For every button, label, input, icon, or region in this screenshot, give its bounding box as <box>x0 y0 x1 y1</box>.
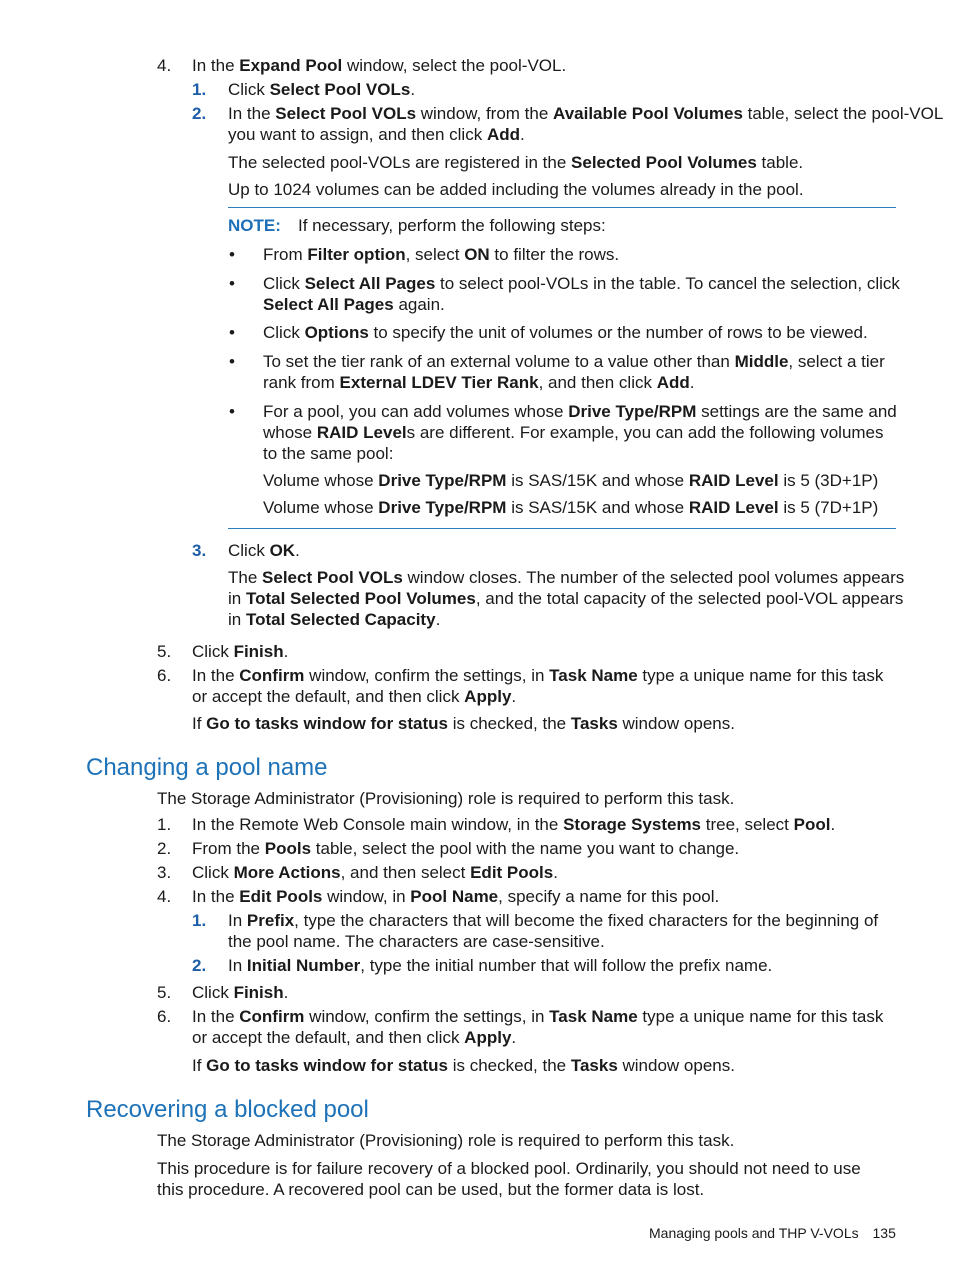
paragraph: The selected pool-VOLs are registered in the Selected Pool Volumes table. <box>228 153 804 172</box>
step-text: In the Expand Pool window, select the pool-VOL. <box>192 56 567 75</box>
note-intro: If necessary, perform the following steps: <box>298 216 606 235</box>
paragraph: If Go to tasks window for status is checked, the Tasks window opens. <box>192 1056 735 1075</box>
substep-number: 1. <box>192 911 207 930</box>
substep-text-line: you want to assign, and then click Add. <box>228 125 525 144</box>
paragraph: The Storage Administrator (Provisioning) role is required to perform this task. <box>157 789 735 808</box>
step-number: 3. <box>157 863 172 882</box>
bullet: • <box>229 245 235 264</box>
note-item: From Filter option, select ON to filter the rows. <box>263 245 620 264</box>
note-item-cont: rank from External LDEV Tier Rank, and then click Add. <box>263 373 695 392</box>
page-footer <box>649 1223 896 1244</box>
substep-number: 2. <box>192 104 207 123</box>
substep-text-line: the pool name. The characters are case-sensitive. <box>228 932 605 951</box>
step-text-line: In the Confirm window, confirm the settings, in Task Name type a unique name for this task <box>192 1007 884 1026</box>
paragraph: If Go to tasks window for status is checked, the Tasks window opens. <box>192 714 735 733</box>
note-top-rule <box>228 207 896 208</box>
step-number: 4. <box>157 56 172 75</box>
paragraph-line: This procedure is for failure recovery of a blocked pool. Ordinarily, you should not need to use <box>157 1159 861 1178</box>
section-heading: Changing a pool name <box>86 754 328 781</box>
note-item-cont: Select All Pages again. <box>263 295 445 314</box>
step-number: 1. <box>157 815 172 834</box>
step-number: 4. <box>157 887 172 906</box>
substep-number: 1. <box>192 80 207 99</box>
step-text-line: or accept the default, and then click Apply. <box>192 687 517 706</box>
step-number: 6. <box>157 1007 172 1026</box>
substep-text: Click OK. <box>228 541 300 560</box>
note-item: Click Select All Pages to select pool-VOLs in the table. To cancel the selection, click <box>263 274 900 293</box>
paragraph-line: this procedure. A recovered pool can be used, but the former data is lost. <box>157 1180 705 1199</box>
bullet: • <box>229 274 235 293</box>
paragraph: The Storage Administrator (Provisioning) role is required to perform this task. <box>157 1131 735 1150</box>
substep-number: 2. <box>192 956 207 975</box>
paragraph-line: in Total Selected Capacity. <box>228 610 441 629</box>
substep-number: 3. <box>192 541 207 560</box>
bullet: • <box>229 323 235 342</box>
step-number: 5. <box>157 642 172 661</box>
note-item-cont: whose RAID Levels are different. For example, you can add the following volumes <box>263 423 884 442</box>
substep-text-line: In the Select Pool VOLs window, from the Available Pool Volumes table, select the pool-VOL <box>228 104 944 123</box>
note-item: Click Options to specify the unit of volumes or the number of rows to be viewed. <box>263 323 868 342</box>
page-number: 135 <box>872 1225 896 1241</box>
step-number: 6. <box>157 666 172 685</box>
substep-text: In Initial Number, type the initial number that will follow the prefix name. <box>228 956 773 975</box>
paragraph-line: in Total Selected Pool Volumes, and the total capacity of the selected pool-VOL appears <box>228 589 904 608</box>
step-text: Click Finish. <box>192 642 289 661</box>
footer-title: Managing pools and THP V-VOLs <box>649 1225 859 1241</box>
note-label: NOTE: <box>228 216 281 235</box>
bullet: • <box>229 402 235 421</box>
note-item: To set the tier rank of an external volume to a value other than Middle, select a tier <box>263 352 885 371</box>
substep-text: Click Select Pool VOLs. <box>228 80 416 99</box>
note-bottom-rule <box>228 528 896 529</box>
step-text-line: or accept the default, and then click Apply. <box>192 1028 517 1047</box>
step-number: 2. <box>157 839 172 858</box>
substep-text-line: In Prefix, type the characters that will become the fixed characters for the beginning of <box>228 911 879 930</box>
paragraph-line: The Select Pool VOLs window closes. The number of the selected pool volumes appears <box>228 568 905 587</box>
example-line: Volume whose Drive Type/RPM is SAS/15K and whose RAID Level is 5 (7D+1P) <box>263 498 879 517</box>
step-text: Click More Actions, and then select Edit Pools. <box>192 863 558 882</box>
note-item-cont: to the same pool: <box>263 444 394 463</box>
section-heading: Recovering a blocked pool <box>86 1096 369 1123</box>
paragraph: Up to 1024 volumes can be added including the volumes already in the pool. <box>228 180 804 199</box>
step-number: 5. <box>157 983 172 1002</box>
step-text: Click Finish. <box>192 983 289 1002</box>
step-text: In the Remote Web Console main window, in the Storage Systems tree, select Pool. <box>192 815 836 834</box>
example-line: Volume whose Drive Type/RPM is SAS/15K and whose RAID Level is 5 (3D+1P) <box>263 471 879 490</box>
step-text: In the Edit Pools window, in Pool Name, specify a name for this pool. <box>192 887 720 906</box>
step-text: From the Pools table, select the pool with the name you want to change. <box>192 839 740 858</box>
bullet: • <box>229 352 235 371</box>
step-text-line: In the Confirm window, confirm the settings, in Task Name type a unique name for this task <box>192 666 884 685</box>
note-item: For a pool, you can add volumes whose Drive Type/RPM settings are the same and <box>263 402 897 421</box>
